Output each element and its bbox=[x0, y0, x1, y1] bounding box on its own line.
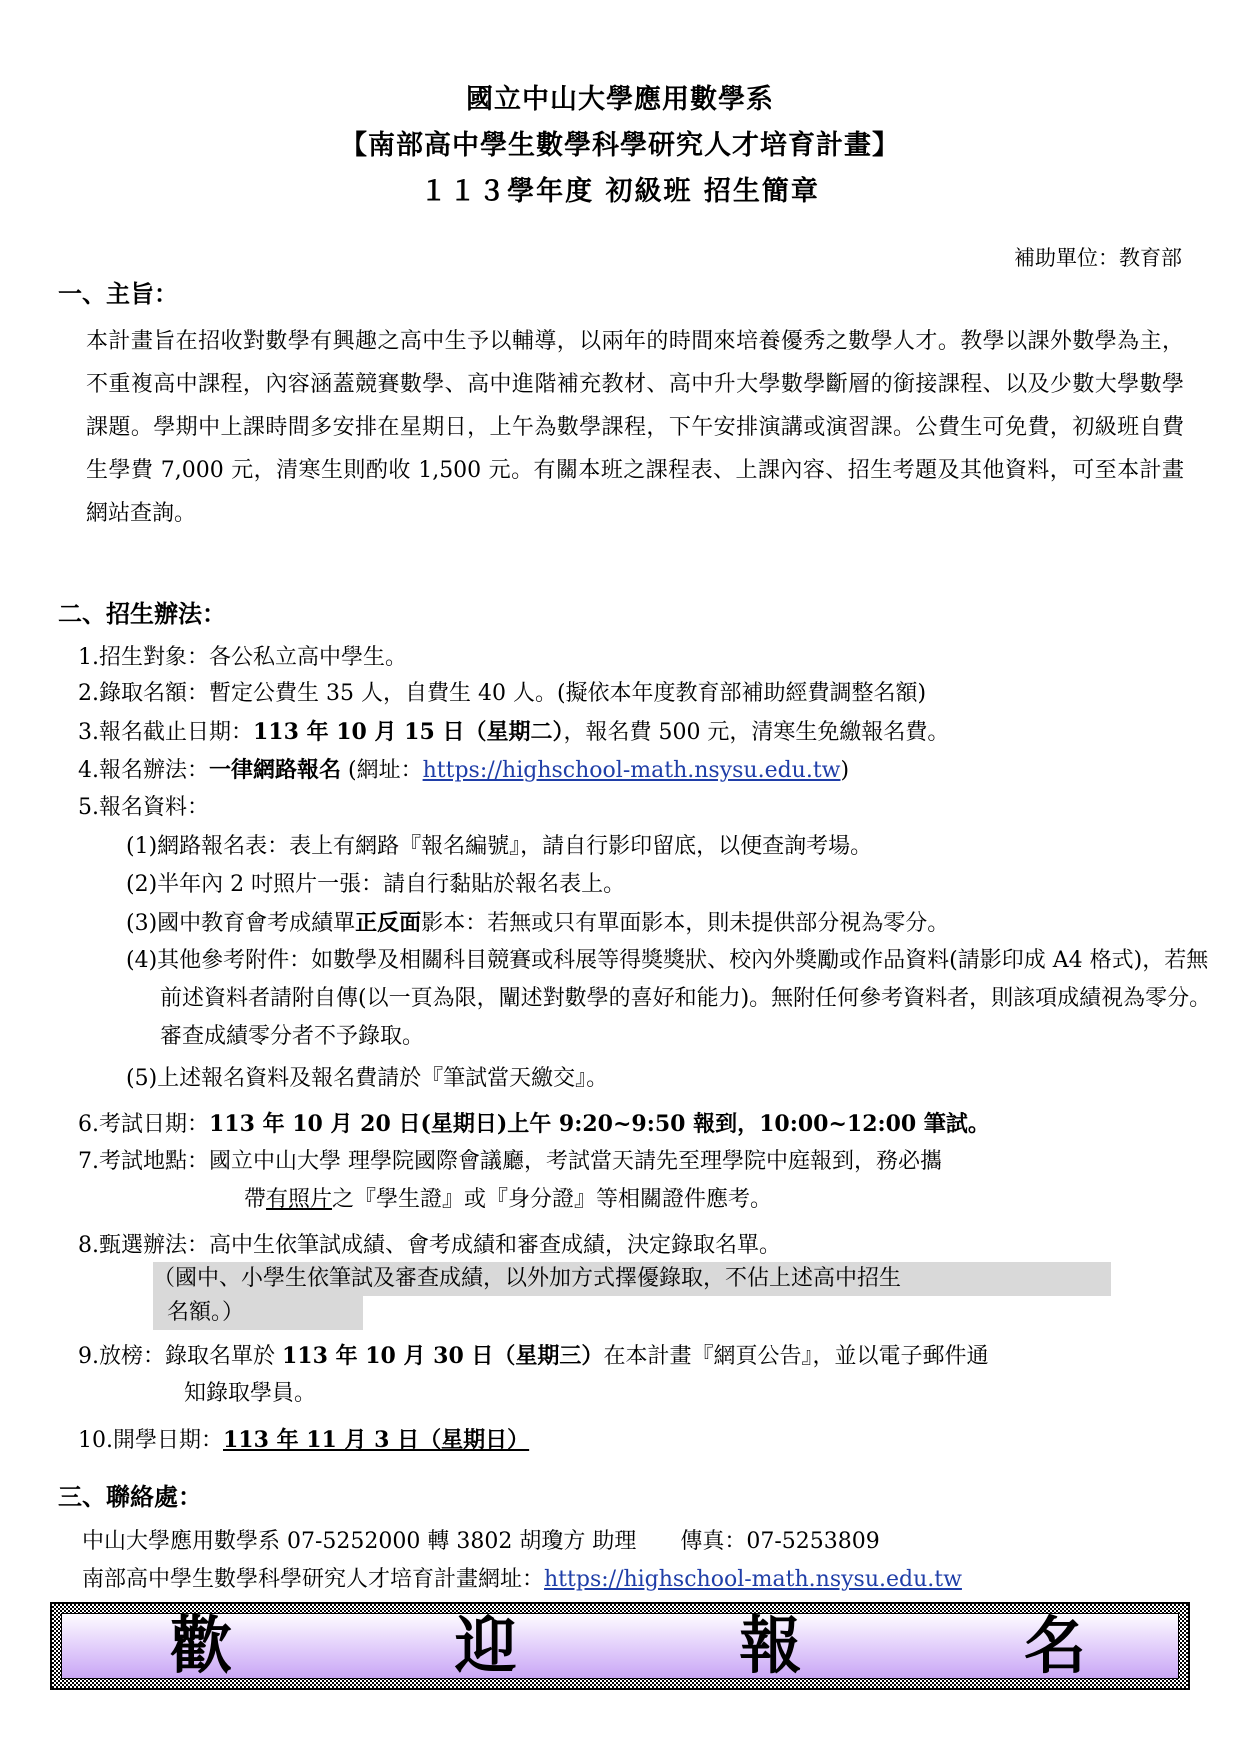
item-selection: 8.甄選辦法：高中生依筆試成績、會考成績和審查成績，決定錄取名單。 bbox=[78, 1233, 781, 1258]
location-with-photo: 有照片 bbox=[266, 1187, 333, 1212]
deadline-suffix: ，報名費 500 元，清寒生免繳報名費。 bbox=[563, 720, 950, 745]
results-date: 113 年 10 月 30 日（星期三） bbox=[281, 1343, 604, 1369]
results-prefix: 9.放榜：錄取名單於 bbox=[78, 1344, 282, 1369]
exam-date-prefix: 6.考試日期： bbox=[78, 1112, 209, 1137]
website-link[interactable]: https://highschool-math.nsysu.edu.tw bbox=[544, 1567, 962, 1592]
header-brochure-title: １１３學年度 初級班 招生簡章 bbox=[420, 176, 820, 207]
method-url-suffix: ) bbox=[840, 758, 850, 783]
section3-heading: 三、聯絡處： bbox=[58, 1483, 202, 1511]
website-label: 南部高中學生數學科學研究人才培育計畫網址： bbox=[82, 1567, 545, 1592]
results-suffix: 在本計畫『網頁公告』，並以電子郵件通 bbox=[603, 1344, 989, 1369]
location-id: 之『學生證』或『身分證』等相關證件應考。 bbox=[332, 1187, 773, 1212]
welcome-banner-inner bbox=[61, 1609, 1179, 1682]
doc-submission: (5)上述報名資料及報名費請於『筆試當天繳交』。 bbox=[126, 1066, 609, 1091]
item-documents: 5.報名資料： bbox=[78, 795, 209, 820]
item-quota: 2.錄取名額：暫定公費生 35 人，自費生 40 人。(擬依本年度教育部補助經費調整名額) bbox=[78, 681, 927, 706]
transcript-prefix: (3)國中教育會考成績單 bbox=[126, 911, 356, 936]
doc-photo: (2)半年內 2 吋照片一張：請自行黏貼於報名表上。 bbox=[126, 872, 626, 897]
contact-phone: 中山大學應用數學系 07-5252000 轉 3802 胡瓊方 助理 傳真：07-5253809 bbox=[82, 1529, 880, 1554]
banner-char-1: 歡 bbox=[170, 1609, 233, 1682]
start-date-value: 113 年 11 月 3 日（星期日） bbox=[223, 1427, 530, 1453]
item-results bbox=[78, 1338, 988, 1375]
deadline-date: 113 年 10 月 15 日（星期二） bbox=[253, 719, 564, 745]
method-url-prefix: (網址： bbox=[341, 758, 423, 783]
item-exam-location: 7.考試地點：國立中山大學 理學院國際會議廳，考試當天請先至理學院中庭報到，務必攜 bbox=[78, 1149, 942, 1174]
transcript-suffix: 影本：若無或只有單面影本，則未提供部分視為零分。 bbox=[421, 911, 950, 936]
contact-website bbox=[82, 1562, 962, 1598]
doc-form: (1)網路報名表：表上有網路『報名編號』，請自行影印留底，以便查詢考場。 bbox=[126, 834, 873, 859]
sponsor-label: 補助單位：教育部 bbox=[1014, 246, 1182, 270]
start-date-prefix: 10.開學日期： bbox=[78, 1428, 223, 1453]
doc-transcript bbox=[126, 904, 1186, 943]
method-online: 一律網路報名 bbox=[209, 757, 342, 783]
item-method bbox=[78, 752, 849, 789]
banner-char-2: 迎 bbox=[454, 1609, 517, 1682]
header-program: 【南部高中學生數學科學研究人才培育計畫】 bbox=[340, 130, 900, 161]
deadline-prefix: 3.報名截止日期： bbox=[78, 720, 253, 745]
doc-attachments: (4)其他參考附件：如數學及相關科目競賽或科展等得獎獎狀、校內外獎勵或作品資料(請影印成 A4 格式)，若無前述資料者請附自傳(以一頁為限，闡述對數學的喜好和能力)。無附任何參考資料者，則該項成績視為零分。審查成績零分者不予錄取。 bbox=[126, 948, 1212, 1049]
item-deadline bbox=[78, 714, 949, 751]
location-bring: 帶 bbox=[244, 1187, 267, 1212]
method-prefix: 4.報名辦法： bbox=[78, 758, 209, 783]
header-department: 國立中山大學應用數學系 bbox=[466, 84, 774, 115]
exam-location-line2 bbox=[244, 1182, 772, 1218]
selection-note-line2: 名額。） bbox=[153, 1296, 363, 1330]
selection-note-line1: （國中、小學生依筆試及審查成績，以外加方式擇優錄取，不佔上述高中招生 bbox=[153, 1262, 1111, 1296]
item-target: 1.招生對象：各公私立高中學生。 bbox=[78, 645, 407, 670]
transcript-both-sides: 正反面 bbox=[355, 910, 422, 936]
section1-heading: 一、主旨： bbox=[58, 280, 178, 308]
exam-date-detail: 113 年 10 月 20 日(星期日)上午 9:20~9:50 報到，10:00~12:00 筆試。 bbox=[209, 1111, 990, 1137]
item-start-date bbox=[78, 1422, 529, 1459]
banner-char-3: 報 bbox=[739, 1609, 802, 1682]
item-exam-date bbox=[78, 1106, 990, 1143]
registration-link[interactable]: https://highschool-math.nsysu.edu.tw bbox=[422, 758, 841, 783]
results-line2: 知錄取學員。 bbox=[184, 1381, 317, 1406]
banner-char-4: 名 bbox=[1023, 1609, 1086, 1682]
section2-heading: 二、招生辦法： bbox=[58, 600, 226, 628]
section1-body: 本計畫旨在招收對數學有興趣之高中生予以輔導，以兩年的時間來培養優秀之數學人才。教學以課外數學為主，不重複高中課程，內容涵蓋競賽數學、高中進階補充教材、高中升大學數學斷層的銜接課程、以及少數大學數學課題。學期中上課時間多安排在星期日，上午為數學課程，下午安排演講或演習課。公費生可免費，初級班自費生學費 7,000 元，清寒生則酌收 1,500 元。有關本班之課程表、上課內容、招生考題及其他資料，可至本計畫網站查詢。 bbox=[86, 329, 1184, 526]
welcome-banner bbox=[50, 1602, 1190, 1690]
